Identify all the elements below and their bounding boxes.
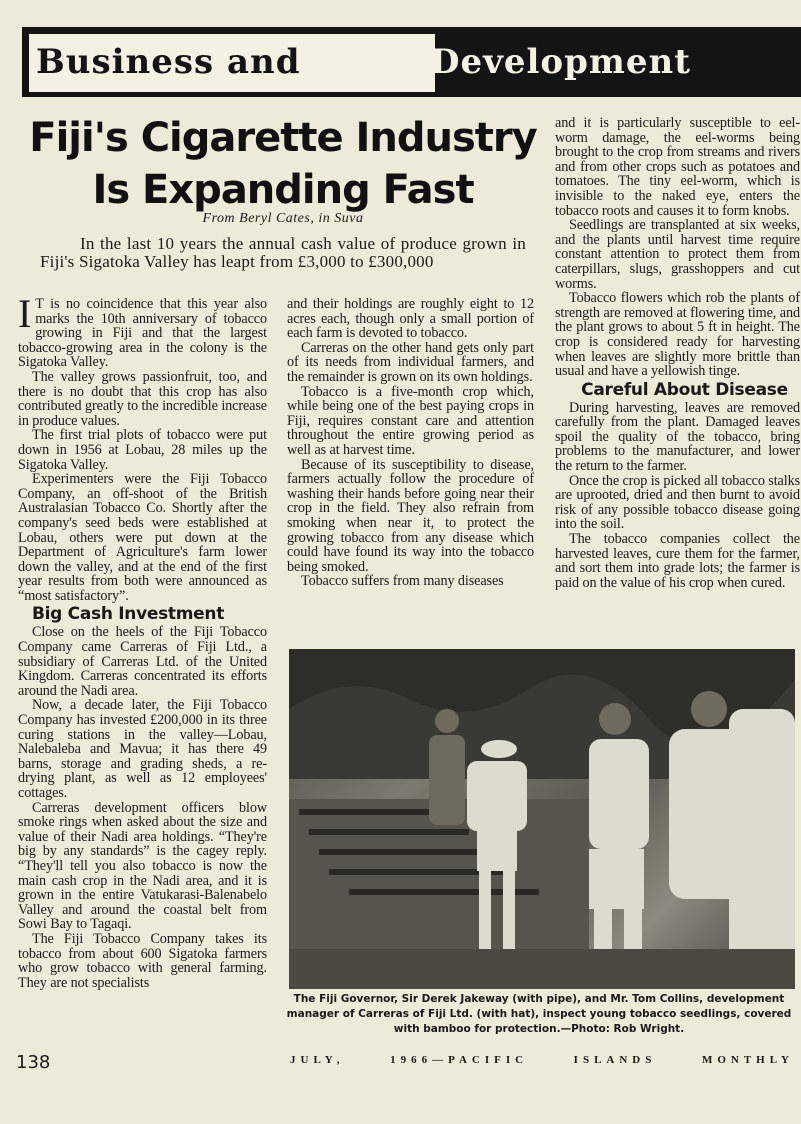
paragraph: Seedlings are transplanted at six weeks, and the plants until harvest time require constant attention to protect them from caterpillars, slugs, grasshoppers and cut worms. (555, 217, 800, 292)
paragraph: Because of its susceptibility to disease, farmers actually follow the procedure of washing their hands before going near their crop in the field. They also refrain from smoking when near it, to protect the growing tobacco from any disease which could have found its way into the tobacco being smoked. (287, 456, 534, 575)
subheading: Careful About Disease (581, 379, 788, 400)
footer-year-publication: 1966—PACIFIC (390, 1054, 529, 1066)
footer-islands: ISLANDS (573, 1054, 657, 1066)
paragraph: Tobacco is a five-month crop which, while being one of the best paying crops in Fiji, requires constant care and attention throughout the entire growing period as well as at harvest time. (287, 383, 534, 458)
paragraph: The Fiji Tobacco Company takes its tobacco from about 600 Sigatoka farmers who grow tobacco with general farming. They are not specialists (18, 930, 267, 991)
photo-illustration (289, 649, 795, 989)
byline: From Beryl Cates, in Suva (202, 211, 364, 226)
headline-line-1: Fiji's Cigarette Industry (29, 115, 537, 161)
paragraph: Close on the heels of the Fiji Tobacco Company came Carreras of Fiji Ltd., a subsidiary of Carreras Ltd. of the United Kingdom. Carreras concentrated its efforts around the Nadi area. (18, 624, 267, 699)
photo-caption: The Fiji Governor, Sir Derek Jakeway (with pipe), and Mr. Tom Collins, development manager of Carreras of Fiji Ltd. (with hat), inspect young tobacco seedlings, covered with bamboo for protection.—Photo: Rob Wright. (286, 993, 792, 1035)
headline (28, 112, 538, 216)
drop-cap: I (18, 291, 32, 336)
paragraph-text: T is no coincidence that this year also marks the 10th anniversary of tobacco growing in Fiji and that the largest tobacco-growing area in the colony is the Sigatoka Valley. (18, 296, 267, 371)
running-footer (290, 1054, 794, 1066)
paragraph: Once the crop is picked all tobacco stalks are uprooted, dried and then burnt to avoid risk of any possible tobacco disease going into the soil. (555, 472, 800, 533)
paragraph (18, 291, 267, 371)
paragraph: During harvesting, leaves are removed carefully from the plant. Damaged leaves spoil the quality of the tobacco, bring problems to the manufacturer, and lower the return to the farmer. (555, 399, 800, 475)
paragraph: The first trial plots of tobacco were put down in 1956 at Lobau, 28 miles up the Sigatoka Valley. (18, 427, 267, 473)
column-3 (555, 116, 800, 590)
paragraph: and their holdings are roughly eight to 12 acres each, though only a small portion of each farm is devoted to tobacco. (287, 296, 534, 342)
footer-monthly: MONTHLY (701, 1054, 794, 1066)
paragraph: Now, a decade later, the Fiji Tobacco Company has invested £200,000 in its three curing stations in the valley—Lobau, Nalebaleba and Mavua; it has there 49 barns, storage and grading sheds, a re-drying plant, as well as 12 employees' cottages. (18, 697, 267, 801)
banner-title-left: Business and (36, 42, 301, 82)
paragraph: The valley grows passionfruit, too, and there is no doubt that this crop has also contributed greatly to the incredible increase in produce values. (18, 368, 267, 429)
photo (289, 649, 795, 989)
headline-line-2: Is Expanding Fast (92, 167, 474, 213)
paragraph: Experimenters were the Fiji Tobacco Company, an off-shoot of the British Australasian Tobacco Co. Shortly after the company's seed beds were established at Lobau, others were put down at the Department of Agriculture's farm lower down the valley, and at the end of the first year results from both were announced as “most satisfactory”. (18, 471, 267, 604)
footer-month: JULY, (290, 1054, 345, 1066)
paragraph: Carreras on the other hand gets only part of its needs from individual farmers, and the remainder is grown on its own holdings. (287, 339, 534, 385)
paragraph: The tobacco companies collect the harvested leaves, cure them for the farmer, and sort them into grade lots; the farmer is paid on the value of his crop when cured. (555, 531, 800, 591)
paragraph: Tobacco suffers from many diseases (301, 573, 504, 590)
paragraph: Tobacco flowers which rob the plants of strength are removed at flowering time, and the plant grows to about 5 ft in height. The crop is considered ready for harvesting when leaves are slightly more brittle than usual and have a yellowish tinge. (555, 290, 800, 380)
paragraph: Carreras development officers blow smoke rings when asked about the size and value of their Nadi area holdings. “They're big by any standards” is the cagey reply. “They'll tell you also tobacco is now the main cash crop in the Nadi area, and it is grown in the entire Vatukarasi-Balenabelo Valley and around the coastal belt from Sowi Bay to Tagaqi. (18, 799, 267, 933)
column-1 (18, 291, 267, 991)
column-2 (287, 297, 534, 589)
paragraph: and it is particularly susceptible to eel-worm damage, the eel-worms being brought to the crop from streams and rivers and from other crops such as potatoes and tomatoes. The tiny eel-worm, which is invisible to the naked eye, enters the tobacco roots and causes it to form knobs. (555, 115, 800, 219)
standfirst: In the last 10 years the annual cash value of produce grown in Fiji's Sigatoka Valley has leapt from £3,000 to £300,000 (40, 234, 526, 271)
page-number: 138 (16, 1052, 51, 1073)
banner-title-right: Development (430, 42, 691, 82)
subheading: Big Cash Investment (32, 604, 225, 625)
